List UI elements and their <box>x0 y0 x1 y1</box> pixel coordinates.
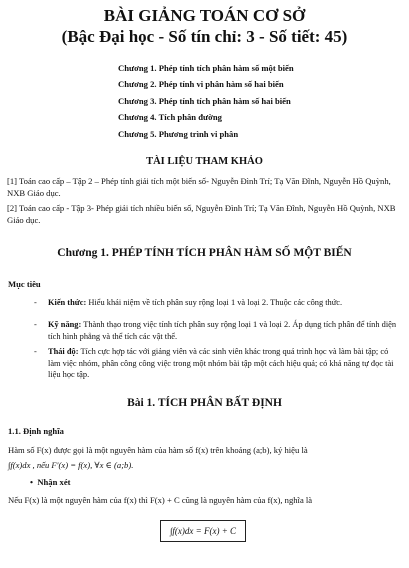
toc-item-1: Chương 1. Phép tính tích phân hàm số một biến <box>118 63 294 73</box>
reference-item-2: [2] Toán cao cấp - Tập 3- Phép giải tích nhiều biến số, Nguyễn Đình Trí; Tạ Văn Đĩnh, Nguyễn Hồ Quỳnh, NXB Giáo dục. <box>7 203 396 225</box>
remark-heading-label: Nhận xét <box>37 477 71 487</box>
document-subtitle: (Bậc Đại học - Số tín chỉ: 3 - Số tiết: 45) <box>61 27 348 46</box>
formula-box: ∫f(x)dx = F(x) + C <box>160 520 246 542</box>
objective-text: Tích cực hợp tác với giảng viên và các sinh viên khác trong quá trình học và làm bài tập; có làm việc nhóm, phân công công việc trong một nhóm bài tập một cách hiệu quả; có khả năng tự đọc tài liệu học tập. <box>48 347 394 379</box>
remark-text: Nếu F(x) là một nguyên hàm của f(x) thì F(x) + C cũng là nguyên hàm của f(x), nghĩa là <box>8 495 313 505</box>
remark-heading <box>30 477 71 487</box>
section-heading: 1.1. Định nghĩa <box>8 426 64 436</box>
chapter-title: Chương 1. PHÉP TÍNH TÍCH PHÂN HÀM SỐ MỘT BIẾN <box>57 247 352 259</box>
definition-line-1: Hàm số F(x) được gọi là một nguyên hàm của hàm số f(x) trên khoảng (a;b), ký hiệu là <box>8 445 308 455</box>
list-dash: - <box>34 347 37 356</box>
list-dash: - <box>34 298 37 307</box>
objective-attitude <box>34 346 398 381</box>
objective-text: Hiểu khái niệm về tích phân suy rộng loại 1 và loại 2. Thuộc các công thức. <box>86 298 343 307</box>
reference-item-1: [1] Toán cao cấp – Tập 2 – Phép tính giải tích một biến số- Nguyễn Đình Trí; Tạ Văn Đĩnh, Nguyễn Hồ Quỳnh, NXB Giáo dục. <box>7 176 391 198</box>
objective-label: Thái độ: <box>48 347 79 356</box>
objective-label: Kỹ năng: <box>48 320 82 329</box>
bullet-icon: • <box>30 477 34 487</box>
toc-item-3: Chương 3. Phép tính tích phân hàm số hai biến <box>118 96 291 106</box>
document-title: BÀI GIẢNG TOÁN CƠ SỞ <box>103 6 306 25</box>
definition-line-2: ∫f(x)dx , nếu F′(x) = f(x), ∀x ∈ (a;b). <box>8 460 134 470</box>
objective-label: Kiến thức: <box>48 298 87 307</box>
toc-item-4: Chương 4. Tích phân đường <box>118 112 222 122</box>
objective-text: Thành thạo trong việc tính tích phân suy rộng loại 1 và loại 2. Áp dụng tích phân để tính diện tích hình phẳng và thể tích các vật thể. <box>48 320 397 341</box>
objective-knowledge <box>34 297 398 309</box>
toc-item-5: Chương 5. Phương trình vi phân <box>118 129 239 139</box>
toc-item-2: Chương 2. Phép tính vi phân hàm số hai biến <box>118 79 284 89</box>
list-dash: - <box>34 320 37 329</box>
references-heading: TÀI LIỆU THAM KHẢO <box>146 156 263 167</box>
lesson-title: Bài 1. TÍCH PHÂN BẤT ĐỊNH <box>127 397 282 409</box>
objective-skills <box>34 319 398 342</box>
objectives-heading: Mục tiêu <box>8 279 41 289</box>
